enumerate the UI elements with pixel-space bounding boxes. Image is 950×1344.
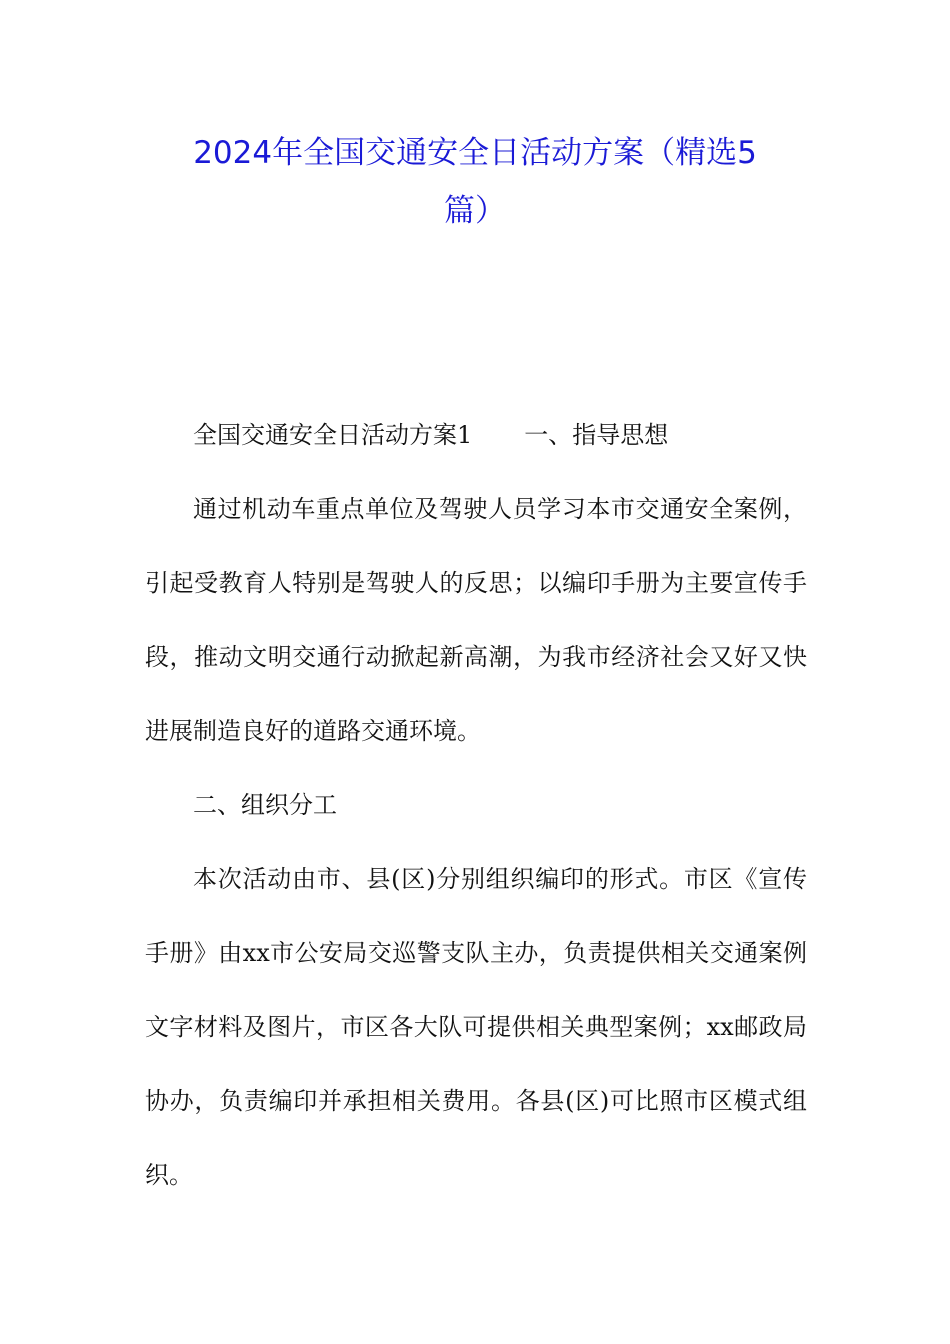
paragraph-1-line-2: 引起受教育人特别是驾驶人的反思；以编印手册为主要宣传手 <box>145 569 807 597</box>
paragraph-2-line-1: 本次活动由市、县(区)分别组织编印的形式。市区《宣传 <box>193 865 807 893</box>
paragraph-2-line-3: 文字材料及图片，市区各大队可提供相关典型案例；xx邮政局 <box>145 1013 807 1041</box>
paragraph-2-line-4: 协办，负责编印并承担相关费用。各县(区)可比照市区模式组 <box>145 1087 807 1115</box>
section-heading-line <box>193 421 807 449</box>
heading-guiding-thought: 一、指导思想 <box>524 421 669 449</box>
paragraph-2-line-2: 手册》由xx市公安局交巡警支队主办，负责提供相关交通案例 <box>145 939 807 967</box>
paragraph-1-line-3: 段，推动文明交通行动掀起新高潮，为我市经济社会又好又快 <box>145 643 807 671</box>
paragraph-1-line-1: 通过机动车重点单位及驾驶人员学习本市交通安全案例， <box>193 495 807 523</box>
paragraph-1-line-4: 进展制造良好的道路交通环境。 <box>145 717 481 745</box>
heading-organization: 二、组织分工 <box>193 791 337 819</box>
paragraph-2-line-5: 织。 <box>145 1161 193 1189</box>
document-title-line-1: 2024年全国交通安全日活动方案（精选5 <box>193 135 757 171</box>
section-title: 全国交通安全日活动方案1 <box>193 421 473 449</box>
document-title-line-2: 篇） <box>444 193 506 229</box>
